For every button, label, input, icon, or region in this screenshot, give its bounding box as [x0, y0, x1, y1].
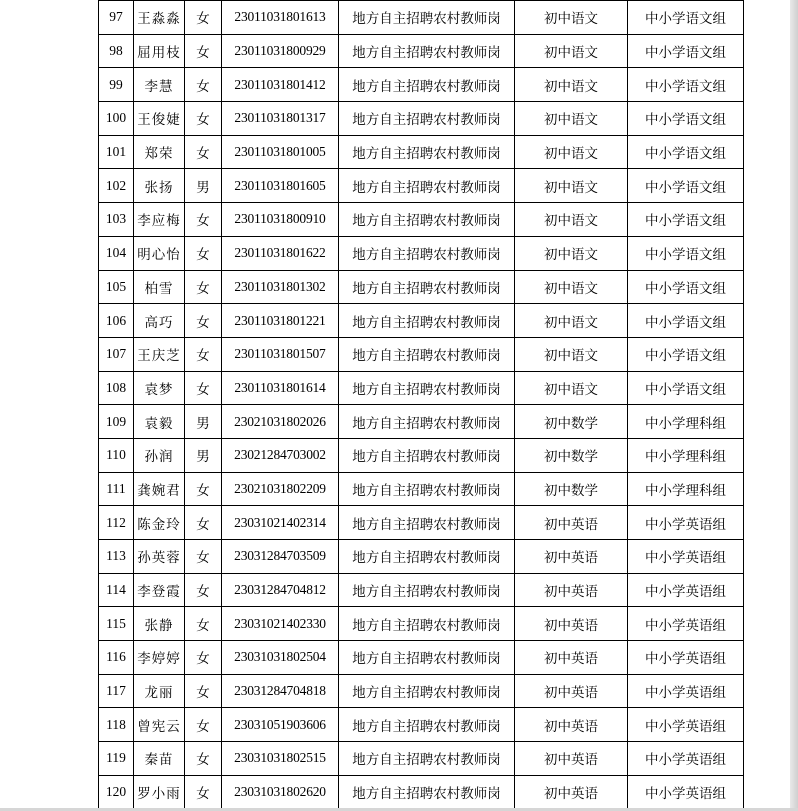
cell-name: 龙丽: [134, 674, 185, 708]
cell-gender: 女: [185, 203, 222, 237]
cell-number: 116: [99, 641, 134, 675]
table-row: [99, 708, 744, 742]
table-row: [99, 775, 744, 809]
cell-gender: 女: [185, 506, 222, 540]
cell-subject: 初中英语: [515, 708, 628, 742]
cell-group: 中小学英语组: [628, 674, 744, 708]
cell-position: 地方自主招聘农村教师岗: [339, 102, 515, 136]
cell-position: 地方自主招聘农村教师岗: [339, 169, 515, 203]
candidate-table-body: [99, 1, 744, 810]
cell-gender: 女: [185, 102, 222, 136]
cell-exam-id: 23011031801302: [222, 270, 339, 304]
cell-subject: 初中语文: [515, 371, 628, 405]
cell-name: 王俊婕: [134, 102, 185, 136]
cell-number: 118: [99, 708, 134, 742]
cell-group: 中小学理科组: [628, 438, 744, 472]
cell-gender: 女: [185, 135, 222, 169]
table-row: [99, 169, 744, 203]
cell-position: 地方自主招聘农村教师岗: [339, 304, 515, 338]
cell-name: 屈用枝: [134, 34, 185, 68]
cell-position: 地方自主招聘农村教师岗: [339, 641, 515, 675]
cell-group: 中小学语文组: [628, 304, 744, 338]
cell-gender: 女: [185, 68, 222, 102]
cell-number: 112: [99, 506, 134, 540]
cell-name: 郑荣: [134, 135, 185, 169]
cell-subject: 初中英语: [515, 506, 628, 540]
cell-position: 地方自主招聘农村教师岗: [339, 674, 515, 708]
cell-subject: 初中语文: [515, 102, 628, 136]
cell-number: 104: [99, 236, 134, 270]
cell-number: 101: [99, 135, 134, 169]
cell-subject: 初中英语: [515, 775, 628, 809]
cell-position: 地方自主招聘农村教师岗: [339, 68, 515, 102]
cell-name: 曾宪云: [134, 708, 185, 742]
cell-subject: 初中语文: [515, 337, 628, 371]
cell-number: 105: [99, 270, 134, 304]
cell-exam-id: 23011031801507: [222, 337, 339, 371]
cell-number: 106: [99, 304, 134, 338]
cell-group: 中小学语文组: [628, 102, 744, 136]
cell-gender: 女: [185, 236, 222, 270]
cell-number: 103: [99, 203, 134, 237]
cell-subject: 初中英语: [515, 641, 628, 675]
cell-group: 中小学英语组: [628, 540, 744, 574]
cell-position: 地方自主招聘农村教师岗: [339, 540, 515, 574]
cell-group: 中小学英语组: [628, 775, 744, 809]
cell-subject: 初中语文: [515, 169, 628, 203]
cell-gender: 女: [185, 540, 222, 574]
cell-number: 98: [99, 34, 134, 68]
cell-position: 地方自主招聘农村教师岗: [339, 1, 515, 35]
cell-position: 地方自主招聘农村教师岗: [339, 607, 515, 641]
cell-subject: 初中语文: [515, 1, 628, 35]
cell-gender: 女: [185, 573, 222, 607]
cell-gender: 女: [185, 775, 222, 809]
table-row: [99, 438, 744, 472]
table-row: [99, 1, 744, 35]
cell-exam-id: 23021031802026: [222, 405, 339, 439]
cell-number: 110: [99, 438, 134, 472]
cell-gender: 女: [185, 34, 222, 68]
cell-number: 100: [99, 102, 134, 136]
cell-name: 高巧: [134, 304, 185, 338]
cell-number: 117: [99, 674, 134, 708]
cell-exam-id: 23011031801005: [222, 135, 339, 169]
cell-gender: 女: [185, 742, 222, 776]
cell-exam-id: 23031284704812: [222, 573, 339, 607]
cell-subject: 初中语文: [515, 34, 628, 68]
cell-exam-id: 23021284703002: [222, 438, 339, 472]
cell-subject: 初中语文: [515, 304, 628, 338]
cell-group: 中小学语文组: [628, 135, 744, 169]
cell-position: 地方自主招聘农村教师岗: [339, 236, 515, 270]
table-row: [99, 371, 744, 405]
cell-group: 中小学语文组: [628, 371, 744, 405]
cell-exam-id: 23031031802504: [222, 641, 339, 675]
table-row: [99, 337, 744, 371]
table-row: [99, 68, 744, 102]
table-row: [99, 641, 744, 675]
cell-position: 地方自主招聘农村教师岗: [339, 742, 515, 776]
cell-name: 孙润: [134, 438, 185, 472]
table-row: [99, 607, 744, 641]
cell-group: 中小学语文组: [628, 1, 744, 35]
cell-subject: 初中语文: [515, 203, 628, 237]
cell-position: 地方自主招聘农村教师岗: [339, 371, 515, 405]
cell-exam-id: 23011031800910: [222, 203, 339, 237]
cell-name: 袁梦: [134, 371, 185, 405]
cell-group: 中小学语文组: [628, 203, 744, 237]
cell-exam-id: 23011031801412: [222, 68, 339, 102]
cell-group: 中小学语文组: [628, 68, 744, 102]
cell-gender: 女: [185, 337, 222, 371]
table-row: [99, 236, 744, 270]
cell-number: 97: [99, 1, 134, 35]
cell-number: 120: [99, 775, 134, 809]
cell-subject: 初中语文: [515, 68, 628, 102]
cell-group: 中小学英语组: [628, 573, 744, 607]
table-row: [99, 405, 744, 439]
cell-exam-id: 23011031801622: [222, 236, 339, 270]
cell-number: 115: [99, 607, 134, 641]
cell-exam-id: 23031031802515: [222, 742, 339, 776]
cell-name: 王庆芝: [134, 337, 185, 371]
cell-subject: 初中语文: [515, 236, 628, 270]
table-row: [99, 304, 744, 338]
cell-number: 113: [99, 540, 134, 574]
cell-name: 罗小雨: [134, 775, 185, 809]
cell-subject: 初中语文: [515, 135, 628, 169]
cell-subject: 初中英语: [515, 607, 628, 641]
cell-position: 地方自主招聘农村教师岗: [339, 135, 515, 169]
cell-gender: 男: [185, 169, 222, 203]
cell-position: 地方自主招聘农村教师岗: [339, 405, 515, 439]
cell-subject: 初中英语: [515, 674, 628, 708]
cell-exam-id: 23011031801317: [222, 102, 339, 136]
cell-exam-id: 23011031800929: [222, 34, 339, 68]
cell-gender: 女: [185, 270, 222, 304]
table-row: [99, 674, 744, 708]
cell-exam-id: 23031284704818: [222, 674, 339, 708]
cell-subject: 初中语文: [515, 270, 628, 304]
table-row: [99, 506, 744, 540]
cell-subject: 初中数学: [515, 405, 628, 439]
cell-subject: 初中英语: [515, 573, 628, 607]
cell-exam-id: 23011031801221: [222, 304, 339, 338]
cell-group: 中小学英语组: [628, 607, 744, 641]
cell-group: 中小学英语组: [628, 742, 744, 776]
cell-position: 地方自主招聘农村教师岗: [339, 203, 515, 237]
cell-exam-id: 23011031801613: [222, 1, 339, 35]
cell-exam-id: 23011031801605: [222, 169, 339, 203]
cell-name: 张扬: [134, 169, 185, 203]
cell-position: 地方自主招聘农村教师岗: [339, 34, 515, 68]
cell-number: 109: [99, 405, 134, 439]
cell-exam-id: 23031021402330: [222, 607, 339, 641]
cell-exam-id: 23011031801614: [222, 371, 339, 405]
cell-number: 99: [99, 68, 134, 102]
cell-gender: 女: [185, 607, 222, 641]
cell-name: 明心怡: [134, 236, 185, 270]
table-row: [99, 573, 744, 607]
cell-subject: 初中数学: [515, 472, 628, 506]
cell-group: 中小学语文组: [628, 337, 744, 371]
cell-name: 陈金玲: [134, 506, 185, 540]
cell-name: 袁毅: [134, 405, 185, 439]
cell-exam-id: 23021031802209: [222, 472, 339, 506]
cell-group: 中小学英语组: [628, 708, 744, 742]
page-edge-shadow: [790, 0, 798, 811]
table-row: [99, 472, 744, 506]
cell-number: 102: [99, 169, 134, 203]
cell-position: 地方自主招聘农村教师岗: [339, 337, 515, 371]
cell-number: 107: [99, 337, 134, 371]
cell-exam-id: 23031051903606: [222, 708, 339, 742]
cell-gender: 男: [185, 405, 222, 439]
cell-gender: 女: [185, 708, 222, 742]
cell-group: 中小学理科组: [628, 472, 744, 506]
table-row: [99, 270, 744, 304]
cell-group: 中小学语文组: [628, 34, 744, 68]
cell-subject: 初中英语: [515, 742, 628, 776]
cell-gender: 男: [185, 438, 222, 472]
cell-name: 秦苗: [134, 742, 185, 776]
cell-gender: 女: [185, 472, 222, 506]
cell-number: 119: [99, 742, 134, 776]
cell-gender: 女: [185, 304, 222, 338]
cell-name: 孙英蓉: [134, 540, 185, 574]
cell-group: 中小学语文组: [628, 270, 744, 304]
cell-name: 李登霞: [134, 573, 185, 607]
cell-position: 地方自主招聘农村教师岗: [339, 775, 515, 809]
cell-group: 中小学英语组: [628, 641, 744, 675]
cell-name: 王淼淼: [134, 1, 185, 35]
candidate-table: [98, 0, 744, 810]
cell-name: 李应梅: [134, 203, 185, 237]
cell-name: 柏雪: [134, 270, 185, 304]
cell-gender: 女: [185, 641, 222, 675]
table-row: [99, 203, 744, 237]
cell-name: 李婷婷: [134, 641, 185, 675]
cell-number: 108: [99, 371, 134, 405]
cell-position: 地方自主招聘农村教师岗: [339, 472, 515, 506]
cell-gender: 女: [185, 674, 222, 708]
cell-number: 111: [99, 472, 134, 506]
cell-name: 张静: [134, 607, 185, 641]
cell-exam-id: 23031031802620: [222, 775, 339, 809]
cell-position: 地方自主招聘农村教师岗: [339, 708, 515, 742]
table-row: [99, 742, 744, 776]
table-row: [99, 34, 744, 68]
cell-group: 中小学语文组: [628, 169, 744, 203]
cell-name: 李慧: [134, 68, 185, 102]
table-row: [99, 540, 744, 574]
cell-exam-id: 23031021402314: [222, 506, 339, 540]
cell-subject: 初中英语: [515, 540, 628, 574]
cell-group: 中小学英语组: [628, 506, 744, 540]
cell-exam-id: 23031284703509: [222, 540, 339, 574]
cell-position: 地方自主招聘农村教师岗: [339, 573, 515, 607]
cell-gender: 女: [185, 371, 222, 405]
table-row: [99, 135, 744, 169]
cell-subject: 初中数学: [515, 438, 628, 472]
cell-name: 龚婉君: [134, 472, 185, 506]
cell-position: 地方自主招聘农村教师岗: [339, 506, 515, 540]
table-row: [99, 102, 744, 136]
cell-position: 地方自主招聘农村教师岗: [339, 270, 515, 304]
cell-position: 地方自主招聘农村教师岗: [339, 438, 515, 472]
cell-gender: 女: [185, 1, 222, 35]
cell-number: 114: [99, 573, 134, 607]
cell-group: 中小学理科组: [628, 405, 744, 439]
cell-group: 中小学语文组: [628, 236, 744, 270]
